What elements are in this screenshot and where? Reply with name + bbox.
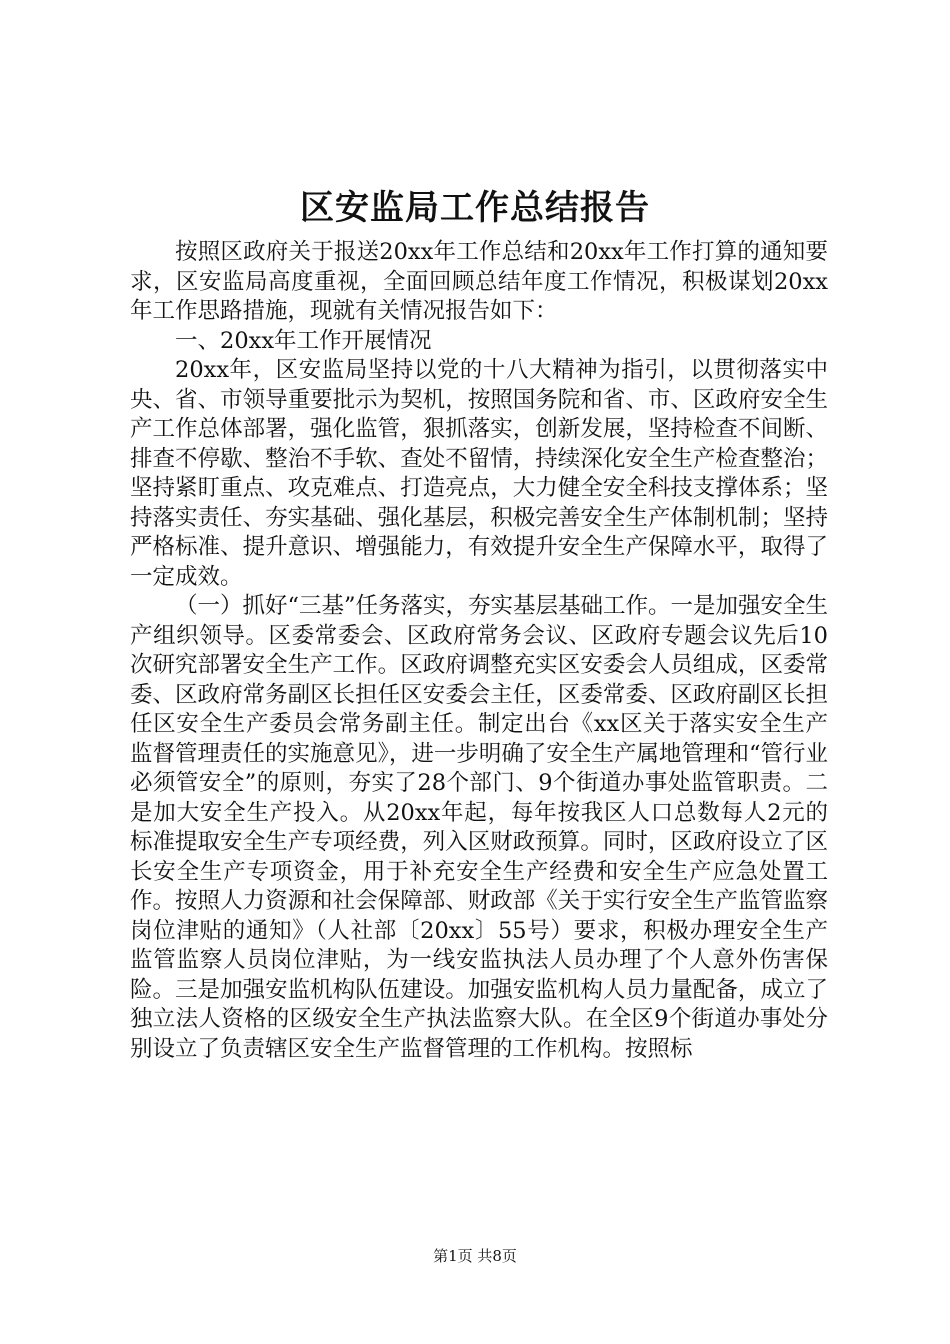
subsection-paragraph: （一）抓好“三基”任务落实，夯实基层基础工作。一是加强安全生产组织领导。区委常委会、区政府常务会议、区政府专题会议先后10次研究部署安全生产工作。区政府调整充实区安委会人员组成，区委常委、区政府常务副区长担任区安委会主任，区委常委、区政府副区长担任区安全生产委员会常务副主任。制定出台《xx区关于落实安全生产监督管理责任的实施意见》，进一步明确了安全生产属地管理和“管行业必须管安全”的原则，夯实了28个部门、9个街道办事处监管职责。二是加大安全生产投入。从20xx年起，每年按我区人口总数每人2元的标准提取安全生产专项经费，列入区财政预算。同时，区政府设立了区长安全生产专项资金，用于补充安全生产经费和安全生产应急处置工作。按照人力资源和社会保障部、财政部《关于实行安全生产监管监察岗位津贴的通知》（人社部〔20xx〕55号）要求，积极办理安全生产监管监察人员岗位津贴，为一线安监执法人员办理了个人意外伤害保险。三是加强安监机构队伍建设。加强安监机构人员力量配备，成立了独立法人资格的区级安全生产执法监察大队。在全区9个街道办事处分别设立了负责辖区安全生产监督管理的工作机构。按照标 — [130, 593, 829, 1062]
intro-paragraph: 按照区政府关于报送20xx年工作总结和20xx年工作打算的通知要求，区安监局高度重视，全面回顾总结年度工作情况，积极谋划20xx年工作思路措施，现就有关情况报告如下： — [130, 239, 828, 324]
page-number-footer: 第1页 共8页 — [433, 1247, 517, 1265]
document-title: 区安监局工作总结报告 — [300, 188, 650, 228]
overview-paragraph: 20xx年，区安监局坚持以党的十八大精神为指引，以贯彻落实中央、省、市领导重要批示为契机，按照国务院和省、市、区政府安全生产工作总体部署，强化监管，狠抓落实，创新发展，坚持检查不间断、排查不停歇、整治不手软、查处不留情，持续深化安全生产检查整治；坚持紧盯重点、攻克难点、打造亮点，大力健全安全科技支撑体系；坚持落实责任、夯实基础、强化基层，积极完善安全生产体制机制；坚持严格标准、提升意识、增强能力，有效提升安全生产保障水平，取得了一定成效。 — [130, 357, 828, 590]
section-heading: 一、20xx年工作开展情况 — [175, 327, 432, 354]
document-body — [130, 238, 828, 1064]
